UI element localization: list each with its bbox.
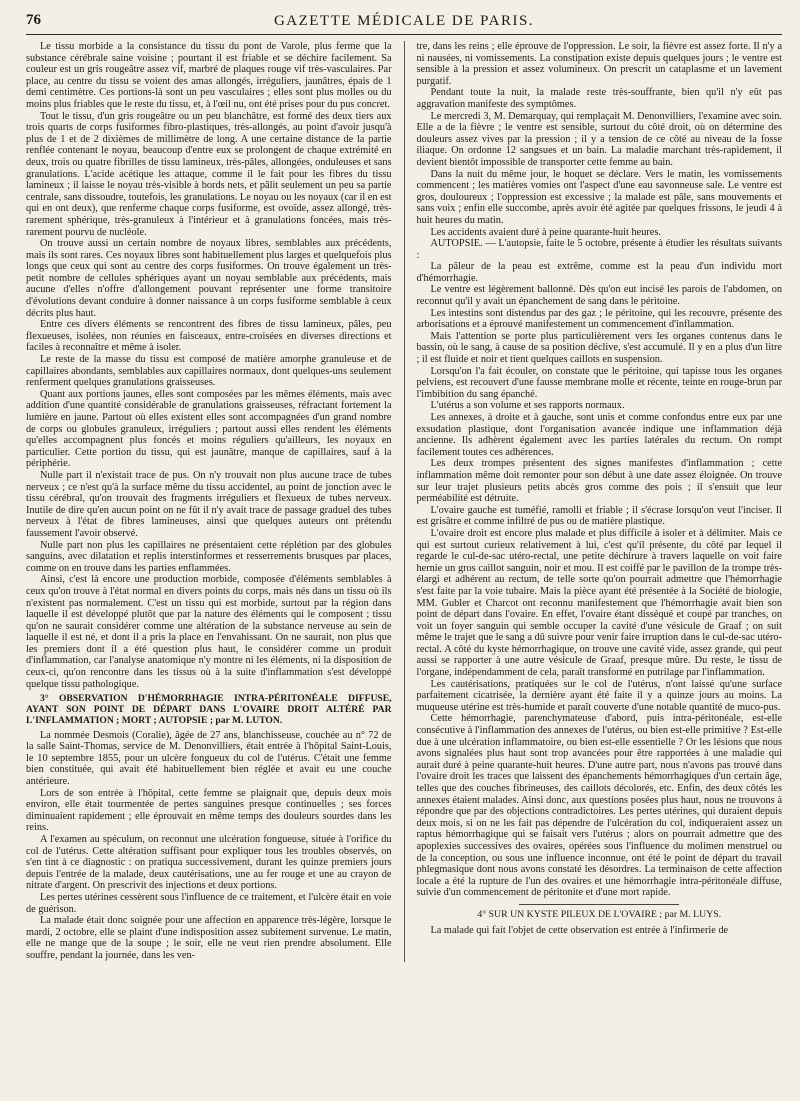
paragraph: Entre ces divers éléments se rencontrent des fibres de tissu lamineux, pâles, peu flexueuses, isolées, non réunies en faisceaux, entre-croisées en diverses directions et faciles à reconnaître et même à isoler. (26, 319, 392, 354)
paragraph: tre, dans les reins ; elle éprouve de l'oppression. Le soir, la fièvre est assez forte. Il n'y a ni nausées, ni vomissements. La constipation existe depuis quelques jours ; le ventre est sensible à la pression et assez volumineux. On prescrit un cataplasme et un lavement purgatif. (416, 41, 783, 87)
paragraph: Le reste de la masse du tissu est composé de matière amorphe granuleuse et de capillaires abondants, semblables aux capillaires normaux, dont quelques-uns seulement renferment quelques granulations graisseuses. (26, 354, 392, 389)
paragraph: Ainsi, c'est là encore une production morbide, composée d'éléments semblables à ceux qu'on trouve à l'état normal en divers points du corps, mais nés dans un tissu où ils n'existent pas normalement. C'est un tissu qui est morbide, surtout par la région dans laquelle il est développé plutôt que par la nature des éléments qui le composent ; tissu qu'on ne saurait considérer comme une altération de la substance nerveuse au sein de laquelle il est né, et dont il a pris la place en l'envahissant. On ne saurait, non plus que les premiers dont il a été question plus haut, le considérer comme un produit d'inflammation, car l'analyse anatomique n'y montre ni les éléments, ni la disposition de ceux-ci, qu'on rencontre dans les tissus où à la suite d'inflammation s'est développé quelque tissu pathologique. (26, 574, 392, 690)
paragraph: Les accidents avaient duré à peine quarante-huit heures. (430, 226, 661, 238)
paragraph: Les annexes, à droite et à gauche, sont unis et comme confondus entre eux par une exsudation plastique, dont l'organisation avancée indique une inflammation déjà ancienne. Ils adhèrent également avec les parties latérales du rectum. On rompt facilement toutes ces adhérences. (416, 412, 783, 458)
paragraph: L'ovaire droit est encore plus malade et plus difficile à isoler et à délimiter. Mais ce qui est surtout curieux relativement à lui, c'est qu'il présente, du côté par lequel il regarde le cul-de-sac utéro-rectal, une petite déchirure à travers laquelle on voit faire hernie un gros caillot sanguin, noir et mou. Il est coiffé par le pavillon de la trompe très-élargi et adhérent au rectum, de telle sorte qu'on pourrait admettre que l'hémorrhagie s'est faite par la voie tubaire. Mais la pièce ayant été présentée à la Société de biologie, MM. Gubler et Charcot ont reconnu manifestement que l'hémorrhagie avait bien son point de départ dans l'ovaire. En effet, l'ovaire étant disséqué et coupé par tranches, on voit un foyer sanguin qui semble occuper la cavité d'une vésicule de Graaf ; on suit même le trajet que le sang a dû suivre pour venir faire irruption dans le cul-de-sac utéro-rectal. A côté du kyste hémorrhagique, on trouve une cavité vide, assez grande, qui peut aussi se rapporter à une autre vésicule de Graaf, presque mûre. Du reste, le tissu de l'organe, indépendamment de cela, paraît transformé en putrilage par l'inflammation. (416, 527, 783, 679)
paragraph: Pendant toute la nuit, la malade reste très-souffrante, bien qu'il n'y eût pas aggravation manifeste des symptômes. (416, 87, 783, 110)
page-number: 76 (26, 12, 41, 28)
paragraph: Lors de son entrée à l'hôpital, cette femme se plaignait que, depuis deux mois environ, elle était tourmentée de pertes sanguines presque continuelles ; ses forces diminuaient rapidement ; elle éprouvait en même temps des douleurs sourdes dans les reins. (26, 787, 392, 834)
paragraph: Nulle part il n'existait trace de pus. On n'y trouvait non plus aucune trace de tubes nerveux ; ce n'est qu'à la surface même du tissu accidentel, au point de jonction avec le tissu cérébral, qu'on trouvait des fragments irréguliers et flexueux de tubes nerveux. Inutile de dire qu'en aucun point on ne fût il n'y avait trace de passage graduel des tubes nerveux à l'état de fibres lamineuses, ainsi que quelques auteurs ont prétendu faussement l'avoir observé. (26, 469, 392, 539)
right-column (417, 41, 783, 962)
paragraph: Cette hémorrhagie, parenchymateuse d'abord, puis intra-péritonéale, est-elle consécutive à l'inflammation des annexes de l'utérus, ou bien est-elle primitive ? Est-elle due à une ulcération inflammatoire, ou bien est-elle essentielle ? Or les lésions que nous avons signalées plus haut sont trop avancées pour être rapportées à une maladie qui aurait duré à peine quarante-huit heures. D'une autre part, nous n'avons pas trouvé dans l'ovaire droit les traces que laissent des épanchements hémorrhagiques d'un certain âge, telles que des couches fibrineuses, des caillots décolorés, etc. Enfin, des deux côtés les annexes étaient malades. Ainsi donc, aux questions posées plus haut, nous ne trouvons à répondre que par des objections contradictoires. Les pertes utérines, qui duraient depuis deux mois, si on ne les fait pas dépendre de l'ulcération du col, indiqueraient assez un raptus hémorrhagique qui se faisait vers l'utérus ; alors on pourrait admettre que des apoplexies successives des ovaires, opérées sous l'influence du molimen menstruel ou de la conception, ou sous une influence inconnue, ont été le point de départ du travail phlegmasique dont nous avons constaté les désordres. La terminaison de cette affection locale a été la rupture de l'un des ovaires et une hémorrhagie intra-péritonéale diffuse, suivie d'un commencement de péritonite et d'une mort rapide. (416, 713, 783, 899)
paragraph: Quant aux portions jaunes, elles sont composées par les mêmes éléments, mais avec addition d'une quantité considérable de granulations graisseuses, réfractant fortement la lumière en jaune. Partout où elles existent elles sont accompagnées d'un grand nombre de corps ou globules granuleux, irréguliers ; partout aussi elles rendent les éléments qu'elles accompagnent plus foncés et moins réguliers qu'ailleurs, les noyaux en particulier. Cette portion du tissu, qui est jaunâtre, manque de capillaires, sauf à la périphérie. (26, 388, 392, 470)
section-rule (519, 904, 679, 905)
paragraph: Lorsqu'on l'a fait écouler, on constate que le péritoine, qui tapisse tous les organes pelviens, est recouvert d'une fausse membrane molle et récente, teinte en rouge-brun par l'imbibition du sang épanché. (416, 365, 783, 400)
paragraph: La malade qui fait l'objet de cette observation est entrée à l'infirmerie de (430, 924, 729, 936)
paragraph: Le mercredi 3, M. Demarquay, qui remplaçait M. Denonvilliers, l'examine avec soin. Elle a de la fièvre ; le ventre est sensible, surtout du côté droit, où on détermine des douleurs assez vives par la pression ; il y a tension de ce côté au niveau de la fosse iliaque. On ordonne 12 sangsues et un bain. La maladie marchant très-rapidement, il devient bientôt impossible de transporter cette femme au bain. (416, 110, 783, 168)
left-column (26, 41, 392, 962)
paragraph: AUTOPSIE. — L'autopsie, faite le 5 octobre, présente à étudier les résultats suivants : (416, 238, 783, 261)
paragraph: Nulle part non plus les capillaires ne présentaient cette réplétion par des globules sanguins, avec dilatation et replis interstinformes et resserrements brusques par places, comme on en trouve dans les parties enflammées. (26, 539, 392, 574)
paragraph: Les pertes utérines cessèrent sous l'influence de ce traitement, et l'ulcère était en voie de guérison. (26, 891, 392, 915)
paragraph: Les intestins sont distendus par des gaz ; le péritoine, qui les recouvre, présente des arborisations et a éprouvé manifestement un commencement d'inflammation. (416, 307, 783, 331)
paragraph: Mais l'attention se porte plus particulièrement vers les organes contenus dans le bassin, où le sang, à cause de sa position déclive, s'est accumulé. Il y en a plus d'un litre ; il est fluide et noir et tient quelques caillots en suspension. (416, 330, 783, 366)
paragraph: Les cautérisations, pratiquées sur le col de l'utérus, n'ont laissé qu'une surface parfaitement cicatrisée, la dernière ayant été faite il y a quinze jours au moins. La muqueuse utérine est très-humide et paraît couverte d'une notable quantité de muco-pus. (416, 678, 783, 713)
journal-title: GAZETTE MÉDICALE DE PARIS. (273, 13, 535, 29)
paragraph: On trouve aussi un certain nombre de noyaux libres, semblables aux précédents, mais ils sont rares. Ces noyaux libres sont habituellement plus larges et quelquefois plus longs que ceux qui sont au centre des corps fusiformes. On trouve également un très-petit nombre de cellules sphériques ayant un noyau semblable aux précédents, mais aucune d'elles n'offre d'allongement pouvant représenter une forme transitoire d'évolutions devant conduire à donner naissance à un corps fusiforme semblable à ceux décrits plus haut. (26, 238, 392, 319)
section-subheading: 4° SUR UN KYSTE PILEUX DE L'OVAIRE ; par M. LUYS. (477, 908, 722, 920)
paragraph: Dans la nuit du même jour, le hoquet se déclare. Vers le matin, les vomissements commencent ; les matières vomies ont l'aspect d'une eau savonneuse sale. Le ventre est gros, douloureux ; l'oppression est excessive ; la malade est pâle, sans mouvements et sans voix ; enfin elle succombe, après avoir été agitée par quelques frissons, le jeudi 4 à huit heures du matin. (416, 168, 783, 226)
paragraph: Tout le tissu, d'un gris rougeâtre ou un peu blanchâtre, est formé des deux tiers aux trois quarts de corps fusiformes fibro-plastiques, très-allongés, au point d'avoir jusqu'à plus de 1 et de 2 dixièmes de millimètre de long. A une certaine distance de la partie renflée contenant le noyau, beaucoup d'entre eux se prolongent de chaque extrémité en deux, trois ou quatre fibrilles de tissu lamineux, très-pâles, allongées, onduleuses et sans granulations. L'acide acétique les attaque, comme il le fait pour les fibres du tissu lamineux ; il laisse le noyau très-visible à bords nets, et pâlit seulement un peu sa partie centrale, sans dissoudre, toutefois, les granulations. Le noyau ou les noyaux (car il en est qui en ont deux), que renferme chaque corps fusiforme, est ovoïde, assez allongé, très-rarement sphérique, très-granuleux à l'intérieur et à granulations foncées, mais très-rarement pourvu de nucléole. (26, 110, 392, 238)
paragraph: L'utérus a son volume et ses rapports normaux. (430, 400, 625, 412)
paragraph: La nommée Desmois (Coralie), âgée de 27 ans, blanchisseuse, couchée au n° 72 de la salle Saint-Thomas, service de M. Denonvilliers, était entrée à l'hôpital Saint-Louis, le 10 septembre 1855, pour un ulcère fongueux du col de l'utérus. C'était une femme bien constituée, qui avait été habituellement bien réglée et avait eu une couche antérieure. (26, 729, 392, 788)
paragraph: Le tissu morbide a la consistance du tissu du pont de Varole, plus ferme que la substance cérébrale saine voisine ; pourtant il est friable et se déchire facilement. Sa couleur est un gris rougeâtre assez vif, marbré de plaques rouge vif très-vasculaires. Par place, au centre du tissu se voient des amas allongés, irréguliers, jaunâtres, épais de 1 demi centimètre. Ces portions-là sont un peu vasculaires ; elles sont plus molles ou du moins plus friables que le reste du tissu, et, à l'œil nu, ont été prises pour du pus concret. (26, 41, 392, 110)
section-heading: 3° OBSERVATION D'HÉMORRHAGIE INTRA-PÉRITONÉALE DIFFUSE, AYANT SON POINT DE DÉPART DANS L'OVAIRE DROIT ALTÉRÉ PAR L'INFLAMMATION ; MORT ; AUTOPSIE ; par M. LUTON. (26, 693, 392, 726)
page-header (26, 12, 782, 35)
paragraph: La pâleur de la peau est extrême, comme est la peau d'un individu mort d'hémorrhagie. (416, 261, 783, 284)
paragraph: Les deux trompes présentent des signes manifestes d'inflammation ; cette inflammation même doit remonter pour son début à une date assez éloignée. On trouve sur leur trajet plusieurs petits abcès gros comme des pois ; il s'ensuit que leur perméabilité est détruite. (416, 458, 783, 505)
paragraph: La malade était donc soignée pour une affection en apparence très-légère, lorsque le mardi, 2 octobre, elle se plaint d'une indisposition assez subitement survenue. Le matin, elle ne mange que de la soupe ; le soir, elle ne veut rien prendre absolument. Elle souffre, pendant la journée, dans les ven- (26, 915, 392, 961)
paragraph: L'ovaire gauche est tuméfié, ramolli et friable ; il s'écrase lorsqu'on veut l'inciser. Il est grisâtre et comme infiltré de pus ou de matière plastique. (416, 504, 783, 528)
text-columns (26, 41, 782, 962)
paragraph: A l'examen au spéculum, on reconnut une ulcération fongueuse, située à l'orifice du col de l'utérus. Cette altération suffisant pour expliquer tous les troubles observés, on s'en tint à ce diagnostic : on pratiqua successivement, durant les quinze premiers jours depuis l'entrée de la malade, deux cautérisations, une au fer rouge et une au crayon de nitrate d'argent. On prescrivit des injections et deux portions. (26, 833, 392, 892)
column-divider (404, 41, 405, 962)
paragraph: Le ventre est légèrement ballonné. Dès qu'on eut incisé les parois de l'abdomen, on reconnut qu'il y avait un épanchement de sang dans le péritoine. (416, 284, 783, 308)
